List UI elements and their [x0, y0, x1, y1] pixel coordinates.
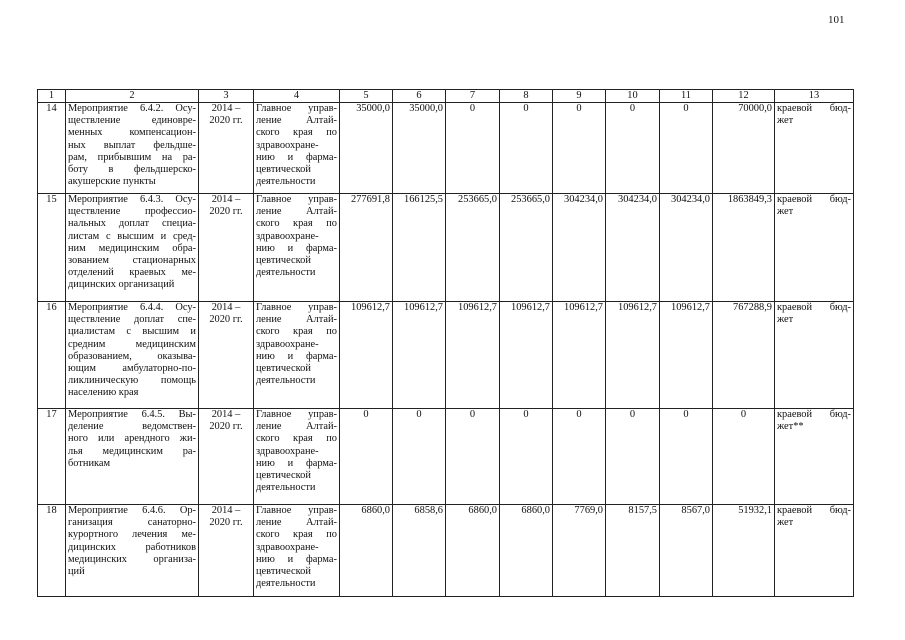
cell-line: 2014 – [211, 103, 241, 114]
cell-line: Главное управ- [256, 103, 337, 114]
header-cell: 7 [446, 90, 500, 103]
cell-line: ществление профессио- [68, 206, 196, 218]
cell-line: жет** [777, 421, 804, 433]
row-number: 14 [38, 103, 66, 194]
header-cell: 5 [340, 90, 393, 103]
cell-line: краевой бюд- [777, 505, 851, 516]
event-name-cell [66, 194, 199, 302]
cell-line: ций [68, 566, 85, 578]
cell-line: цевтической [256, 363, 311, 375]
cell-line: краевой бюд- [777, 302, 851, 313]
period-cell [199, 409, 254, 505]
row-number: 16 [38, 302, 66, 409]
cell-line: 2020 гг. [209, 115, 243, 127]
cell-line: рам, прибывшим на ра- [68, 151, 196, 163]
row-number: 18 [38, 505, 66, 597]
header-cell: 12 [713, 90, 775, 103]
cell-line: здравоохране- [256, 338, 319, 350]
cell-line: нальных доплат специа- [68, 218, 196, 230]
cell-line: ним медицинским обра- [68, 242, 196, 254]
cell-line: листам с высшим и сред- [68, 230, 196, 242]
header-cell: 11 [660, 90, 713, 103]
cell-line: жет [777, 206, 794, 218]
cell-line: ского края по [256, 218, 337, 230]
year-value-cell: 109612,7 [553, 302, 606, 409]
cell-line: деятельности [256, 482, 316, 494]
funding-source-cell [775, 302, 854, 409]
year-value-cell: 6860,0 [500, 505, 553, 597]
cell-line: 2020 гг. [209, 314, 243, 326]
cell-line: 2014 – [211, 505, 241, 516]
cell-line: нию и фарма- [256, 350, 337, 362]
cell-line: Главное управ- [256, 409, 337, 420]
funding-source-cell [775, 409, 854, 505]
table-row [38, 194, 854, 302]
year-value-cell: 35000,0 [393, 103, 446, 194]
cell-line: дицинских работников [68, 541, 196, 553]
cell-line: населению края [68, 387, 139, 399]
year-value-cell: 6860,0 [340, 505, 393, 597]
cell-line: деление ведомствен- [68, 421, 196, 433]
cell-line: нию и фарма- [256, 457, 337, 469]
cell-line: 2020 гг. [209, 421, 243, 433]
year-value-cell: 166125,5 [393, 194, 446, 302]
year-value-cell: 6860,0 [446, 505, 500, 597]
cell-line: ление Алтай- [256, 314, 337, 326]
year-value-cell: 7769,0 [553, 505, 606, 597]
period-cell [199, 302, 254, 409]
cell-line: жет [777, 517, 794, 529]
cell-line: лья медицинским ра- [68, 445, 196, 457]
cell-line: ление Алтай- [256, 115, 337, 127]
period-cell [199, 505, 254, 597]
year-value-cell: 0 [446, 409, 500, 505]
year-value-cell: 35000,0 [340, 103, 393, 194]
year-value-cell: 109612,7 [446, 302, 500, 409]
year-value-cell: 109612,7 [606, 302, 660, 409]
event-name-cell [66, 505, 199, 597]
header-cell: 1 [38, 90, 66, 103]
cell-line: Мероприятие 6.4.6. Ор- [68, 505, 196, 516]
cell-line: отделений краевых ме- [68, 267, 196, 279]
cell-line: нию и фарма- [256, 151, 337, 163]
header-cell: 8 [500, 90, 553, 103]
cell-line: ществление единовре- [68, 115, 196, 127]
cell-line: образованием, оказыва- [68, 350, 196, 362]
total-value-cell: 767288,9 [713, 302, 775, 409]
cell-line: Главное управ- [256, 302, 337, 313]
cell-line: ных выплат фельдше- [68, 139, 196, 151]
header-cell: 9 [553, 90, 606, 103]
total-value-cell: 51932,1 [713, 505, 775, 597]
cell-line: цевтической [256, 255, 311, 267]
total-value-cell: 70000,0 [713, 103, 775, 194]
cell-line: дицинских организаций [68, 279, 175, 291]
year-value-cell: 8567,0 [660, 505, 713, 597]
cell-line: ного или арендного жи- [68, 433, 196, 445]
cell-line: нию и фарма- [256, 553, 337, 565]
cell-line: 2020 гг. [209, 517, 243, 529]
cell-line: деятельности [256, 176, 316, 188]
cell-line: здравоохране- [256, 230, 319, 242]
executor-cell [254, 409, 340, 505]
cell-line: средним медицинским [68, 338, 196, 350]
cell-line: здравоохране- [256, 139, 319, 151]
total-value-cell: 0 [713, 409, 775, 505]
cell-line: ление Алтай- [256, 421, 337, 433]
cell-line: медицинских организа- [68, 553, 196, 565]
cell-line: ганизация санаторно- [68, 517, 196, 529]
year-value-cell: 253665,0 [446, 194, 500, 302]
executor-cell [254, 194, 340, 302]
year-value-cell: 8157,5 [606, 505, 660, 597]
header-cell: 3 [199, 90, 254, 103]
header-row [38, 90, 854, 103]
cell-line: ского края по [256, 326, 337, 338]
event-name-cell [66, 302, 199, 409]
year-value-cell: 0 [660, 103, 713, 194]
cell-line: деятельности [256, 267, 316, 279]
funding-source-cell [775, 505, 854, 597]
table-row [38, 103, 854, 194]
year-value-cell: 0 [340, 409, 393, 505]
year-value-cell: 6858,6 [393, 505, 446, 597]
year-value-cell: 0 [393, 409, 446, 505]
cell-line: жет [777, 115, 794, 127]
funding-source-cell [775, 194, 854, 302]
cell-line: боту в фельдшерско- [68, 164, 196, 176]
year-value-cell: 0 [446, 103, 500, 194]
cell-line: Главное управ- [256, 194, 337, 205]
header-cell: 6 [393, 90, 446, 103]
year-value-cell: 109612,7 [340, 302, 393, 409]
header-cell: 10 [606, 90, 660, 103]
cell-line: деятельности [256, 578, 316, 590]
year-value-cell: 277691,8 [340, 194, 393, 302]
cell-line: ского края по [256, 127, 337, 139]
year-value-cell: 0 [553, 409, 606, 505]
cell-line: ликлиническую помощь [68, 375, 196, 387]
table-row [38, 409, 854, 505]
cell-line: здравоохране- [256, 541, 319, 553]
cell-line: нию и фарма- [256, 242, 337, 254]
header-cell: 13 [775, 90, 854, 103]
year-value-cell: 304234,0 [606, 194, 660, 302]
cell-line: ление Алтай- [256, 517, 337, 529]
cell-line: ботникам [68, 457, 111, 469]
cell-line: Мероприятие 6.4.2. Осу- [68, 103, 196, 114]
year-value-cell: 0 [606, 103, 660, 194]
cell-line: акушерские пункты [68, 176, 156, 188]
cell-line: Мероприятие 6.4.3. Осу- [68, 194, 196, 205]
cell-line: 2014 – [211, 409, 241, 420]
cell-line: ление Алтай- [256, 206, 337, 218]
cell-line: менных компенсацион- [68, 127, 196, 139]
year-value-cell: 109612,7 [393, 302, 446, 409]
cell-line: цевтической [256, 566, 311, 578]
cell-line: деятельности [256, 375, 316, 387]
program-events-table [37, 89, 854, 597]
period-cell [199, 103, 254, 194]
cell-line: Мероприятие 6.4.4. Осу- [68, 302, 196, 313]
cell-line: краевой бюд- [777, 409, 851, 420]
cell-line: Мероприятие 6.4.5. Вы- [68, 409, 196, 420]
cell-line: 2020 гг. [209, 206, 243, 218]
cell-line: ского края по [256, 529, 337, 541]
year-value-cell: 253665,0 [500, 194, 553, 302]
cell-line: краевой бюд- [777, 103, 851, 114]
cell-line: Главное управ- [256, 505, 337, 516]
header-cell: 2 [66, 90, 199, 103]
header-cell: 4 [254, 90, 340, 103]
row-number: 15 [38, 194, 66, 302]
page-number: 101 [828, 14, 845, 26]
year-value-cell: 304234,0 [660, 194, 713, 302]
cell-line: цевтической [256, 470, 311, 482]
table-row [38, 302, 854, 409]
cell-line: цевтической [256, 164, 311, 176]
row-number: 17 [38, 409, 66, 505]
year-value-cell: 0 [500, 409, 553, 505]
cell-line: 2014 – [211, 194, 241, 205]
total-value-cell: 1863849,3 [713, 194, 775, 302]
cell-line: зованием стационарных [68, 255, 196, 267]
year-value-cell: 0 [660, 409, 713, 505]
event-name-cell [66, 409, 199, 505]
cell-line: 2014 – [211, 302, 241, 313]
cell-line: ского края по [256, 433, 337, 445]
executor-cell [254, 505, 340, 597]
year-value-cell: 304234,0 [553, 194, 606, 302]
cell-line: курортного лечения ме- [68, 529, 196, 541]
cell-line: жет [777, 314, 794, 326]
executor-cell [254, 302, 340, 409]
period-cell [199, 194, 254, 302]
year-value-cell: 109612,7 [660, 302, 713, 409]
cell-line: ществление доплат спе- [68, 314, 196, 326]
year-value-cell: 0 [606, 409, 660, 505]
cell-line: циалистам с высшим и [68, 326, 196, 338]
event-name-cell [66, 103, 199, 194]
year-value-cell: 0 [500, 103, 553, 194]
cell-line: краевой бюд- [777, 194, 851, 205]
year-value-cell: 0 [553, 103, 606, 194]
cell-line: здравоохране- [256, 445, 319, 457]
year-value-cell: 109612,7 [500, 302, 553, 409]
executor-cell [254, 103, 340, 194]
cell-line: ющим амбулаторно-по- [68, 363, 196, 375]
table-row [38, 505, 854, 597]
funding-source-cell [775, 103, 854, 194]
